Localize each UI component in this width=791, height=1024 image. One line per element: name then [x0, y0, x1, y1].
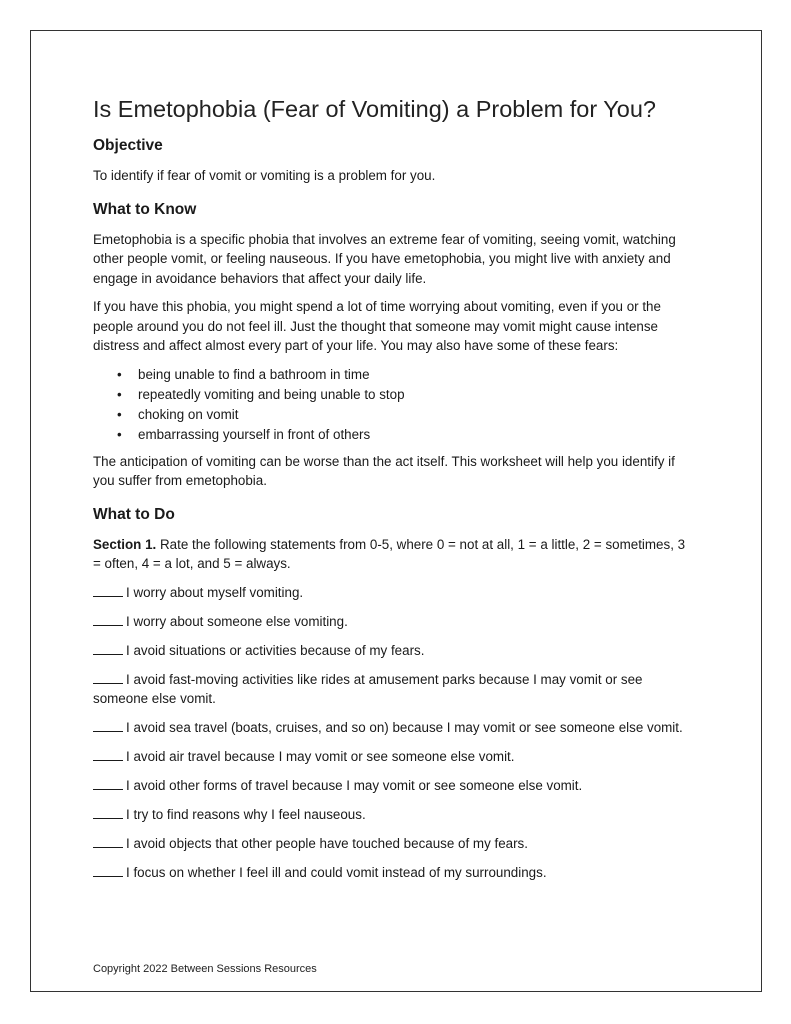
rating-blank[interactable]	[93, 748, 123, 761]
statement-text: I avoid sea travel (boats, cruises, and so on) because I may vomit or see someone else vomit.	[126, 720, 683, 735]
rating-statement-9	[93, 834, 693, 854]
list-item	[93, 385, 693, 405]
worksheet-content	[93, 94, 693, 892]
what-to-know-paragraph-2: If you have this phobia, you might spend a lot of time worrying about vomiting, even if you or the people around you do not feel ill. Just the thought that someone may vomit might cause intense distress and affect almost every part of your life. You may also have some of these fears:	[93, 299, 661, 353]
list-item	[93, 425, 693, 445]
statement-text: I avoid situations or activities because of my fears.	[126, 642, 425, 658]
what-to-know-paragraph-1: Emetophobia is a specific phobia that involves an extreme fear of vomiting, seeing vomit, watching other people vomit, or feeling nauseous. If you have emetophobia, you might live with anxiety and engage in avoidance behaviors that affect your daily life.	[93, 231, 676, 286]
rating-blank[interactable]	[93, 642, 123, 655]
list-item	[93, 405, 693, 425]
statement-text: I worry about myself vomiting.	[126, 584, 304, 600]
list-item-text: repeatedly vomiting and being unable to stop	[138, 386, 405, 402]
rating-statement-7	[93, 776, 693, 796]
statement-text: I try to find reasons why I feel nauseous.	[126, 807, 366, 822]
list-item	[93, 365, 693, 385]
section-1-instructions	[93, 535, 693, 574]
statement-text: I avoid fast-moving activities like rides at amusement parks because I may vomit or see someone else vomit.	[93, 671, 643, 706]
rating-blank[interactable]	[93, 671, 123, 684]
section-1-text: Rate the following statements from 0-5, where 0 = not at all, 1 = a little, 2 = sometimes, 3 = often, 4 = a lot, and 5 = always.	[93, 536, 686, 571]
rating-blank[interactable]	[93, 835, 123, 848]
bullet-icon: •	[117, 386, 122, 402]
rating-statement-4	[93, 670, 693, 709]
rating-blank[interactable]	[93, 864, 123, 877]
statement-text: I focus on whether I feel ill and could vomit instead of my surroundings.	[126, 865, 547, 880]
fears-list	[93, 365, 693, 445]
rating-statement-2	[93, 612, 693, 632]
copyright-footer: Copyright 2022 Between Sessions Resources	[93, 963, 317, 975]
statement-text: I avoid objects that other people have touched because of my fears.	[126, 836, 528, 851]
rating-statement-3	[93, 641, 693, 661]
rating-statement-1	[93, 583, 693, 603]
what-to-do-heading: What to Do	[93, 505, 175, 523]
what-to-know-closing: The anticipation of vomiting can be worse than the act itself. This worksheet will help you identify if you suffer from emetophobia.	[93, 453, 675, 488]
rating-statement-6	[93, 747, 693, 767]
objective-text: To identify if fear of vomit or vomiting is a problem for you.	[93, 168, 436, 183]
bullet-icon: •	[117, 406, 122, 422]
list-item-text: choking on vomit	[138, 406, 239, 422]
bullet-icon: •	[117, 426, 122, 442]
what-to-know-heading: What to Know	[93, 200, 197, 218]
rating-statement-8	[93, 805, 693, 825]
list-item-text: being unable to find a bathroom in time	[138, 366, 370, 382]
section-1-label: Section 1.	[93, 536, 157, 552]
statement-text: I avoid other forms of travel because I may vomit or see someone else vomit.	[126, 778, 583, 793]
rating-statement-10	[93, 863, 693, 883]
statement-text: I avoid air travel because I may vomit or see someone else vomit.	[126, 749, 515, 764]
statement-text: I worry about someone else vomiting.	[126, 613, 348, 629]
rating-blank[interactable]	[93, 777, 123, 790]
page-title: Is Emetophobia (Fear of Vomiting) a Problem for You?	[93, 96, 657, 122]
rating-blank[interactable]	[93, 584, 123, 597]
bullet-icon: •	[117, 366, 122, 382]
rating-statement-5	[93, 718, 693, 738]
rating-blank[interactable]	[93, 613, 123, 626]
list-item-text: embarrassing yourself in front of others	[138, 426, 371, 442]
rating-blank[interactable]	[93, 806, 123, 819]
objective-heading: Objective	[93, 137, 163, 154]
rating-blank[interactable]	[93, 719, 123, 732]
